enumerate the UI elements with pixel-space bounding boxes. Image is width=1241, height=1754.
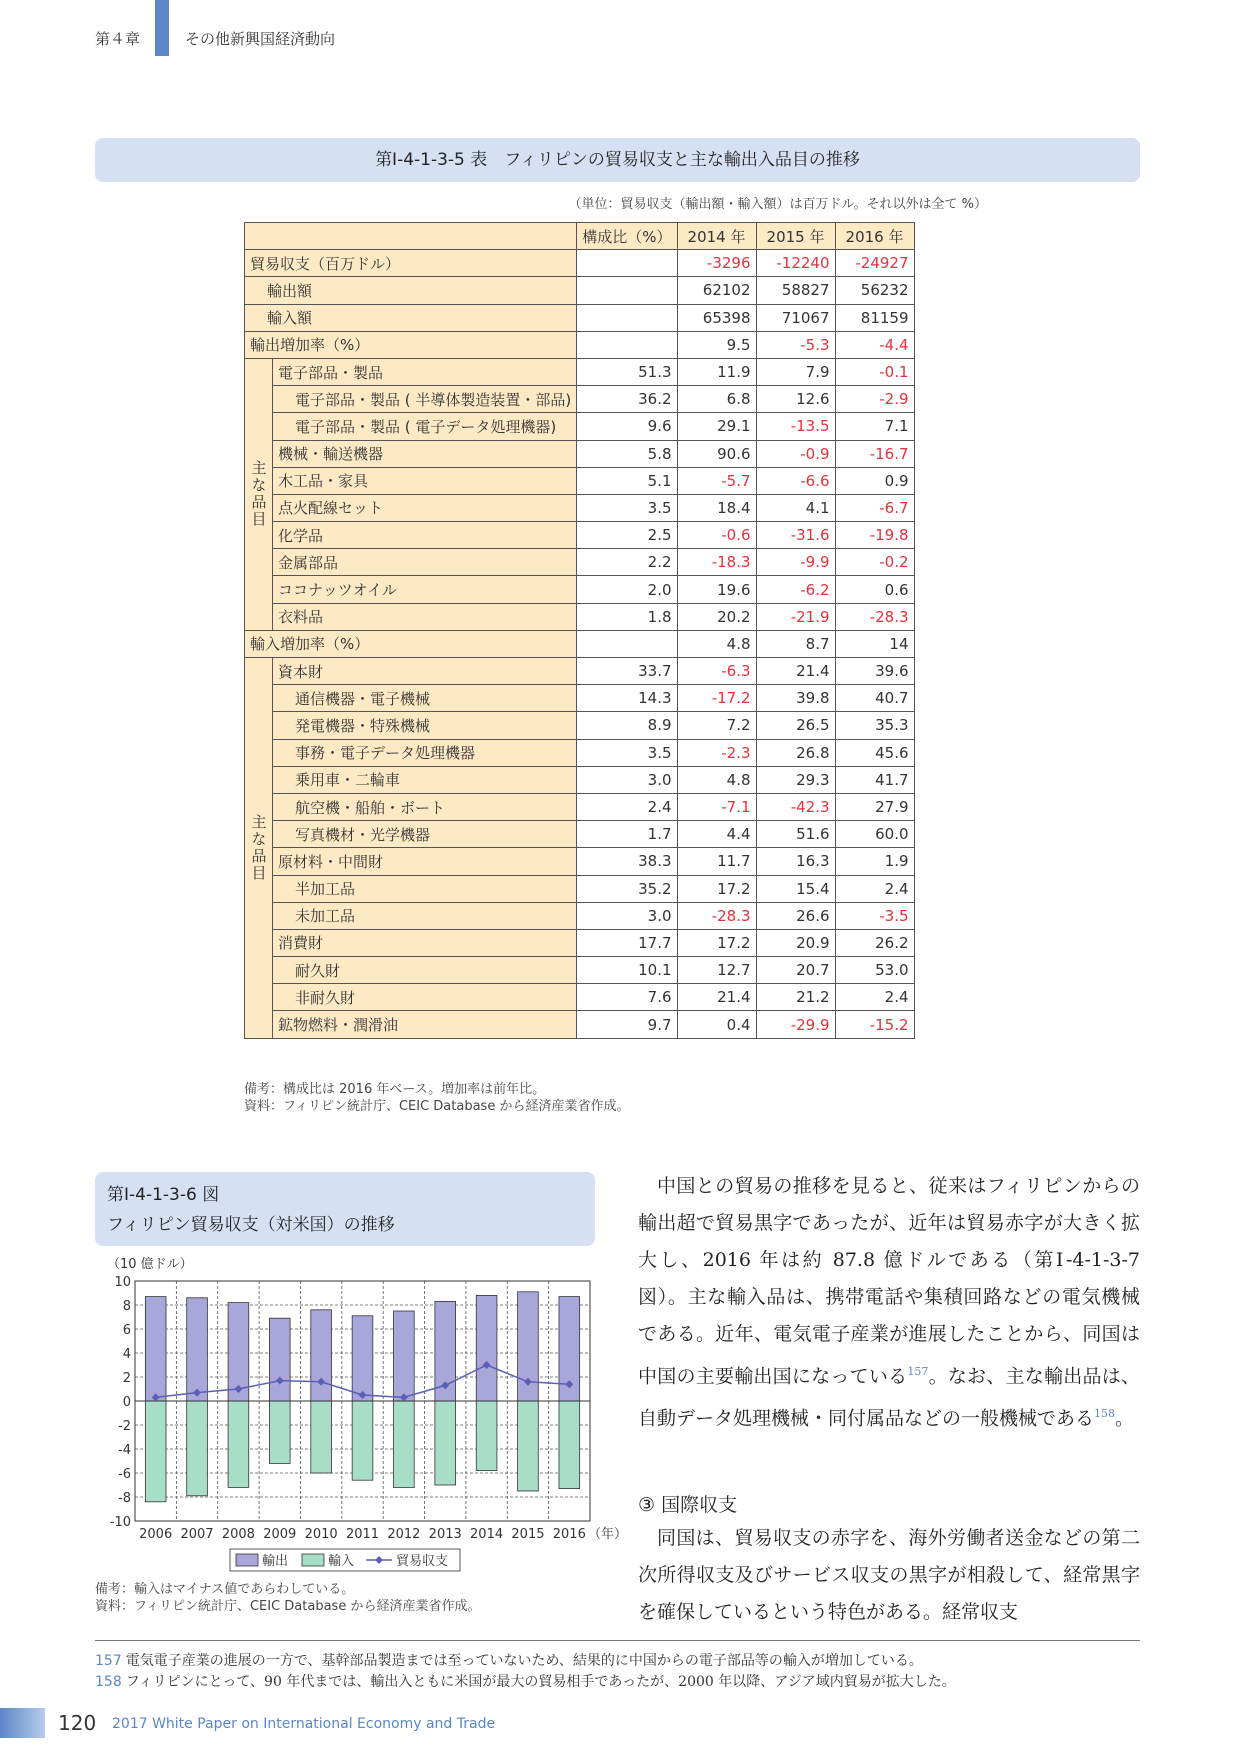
row-label: 電子部品・製品 ( 半導体製造装置・部品) [273,386,577,413]
bar-export [311,1310,332,1401]
value-2015: -6.2 [756,576,835,603]
table-row [245,929,915,956]
value-2015: 7.9 [756,358,835,385]
bar-import [476,1401,497,1471]
table-row [245,766,915,793]
ratio-cell: 5.8 [577,440,677,467]
x-tick-label: 2010 [304,1527,338,1542]
value-2015: 29.3 [756,766,835,793]
value-2015: -0.9 [756,440,835,467]
row-label: 写真機材・光学機器 [273,821,577,848]
row-label: 乗用車・二輪車 [273,766,577,793]
legend-label-export: 輸出 [262,1554,289,1569]
table-row [245,440,915,467]
ratio-cell: 3.0 [577,902,677,929]
value-2015: 58827 [756,277,835,304]
table-row [245,658,915,685]
value-2016: 0.6 [835,576,914,603]
y-tick-label: 4 [122,1347,131,1362]
y-tick-label: -2 [118,1419,131,1434]
row-label: 非耐久財 [273,984,577,1011]
value-2014: -18.3 [677,549,756,576]
ratio-cell: 2.0 [577,576,677,603]
figure-source: 資料：フィリピン統計庁、CEIC Database から経済産業省作成。 [95,1599,481,1614]
ratio-cell [577,331,677,358]
ratio-cell [577,630,677,657]
group-label: 主な品目 [245,658,273,1039]
figure-title: フィリピン貿易収支（対米国）の推移 [107,1215,395,1235]
value-2014: 17.2 [677,875,756,902]
value-2015: 71067 [756,304,835,331]
ratio-cell: 14.3 [577,685,677,712]
x-tick-label: 2008 [221,1527,255,1542]
footer-accent-bar [0,1708,45,1738]
bar-import [394,1401,415,1487]
table-note: 備考：構成比は 2016 年ベース。増加率は前年比。 [244,1082,546,1097]
row-label: 衣料品 [273,603,577,630]
ratio-cell: 51.3 [577,358,677,385]
value-2014: 19.6 [677,576,756,603]
x-tick-label: 2014 [470,1527,504,1542]
bar-export [269,1318,290,1401]
value-2015: 21.2 [756,984,835,1011]
chapter-title: その他新興国経済動向 [185,30,336,48]
value-2016: -24927 [835,250,914,277]
value-2014: -2.3 [677,739,756,766]
y-tick-label: -4 [118,1443,131,1458]
table-row [245,304,915,331]
ratio-cell: 3.5 [577,494,677,521]
footnote-ref-157[interactable]: 157 [907,1365,929,1378]
row-label: 輸入増加率（%） [245,630,577,657]
value-2014: -0.6 [677,522,756,549]
value-2016: 26.2 [835,929,914,956]
value-2014: -28.3 [677,902,756,929]
ratio-cell: 7.6 [577,984,677,1011]
row-label: 木工品・家具 [273,467,577,494]
bar-import [518,1401,539,1491]
x-tick-label: 2011 [345,1527,380,1542]
value-2016: 41.7 [835,766,914,793]
row-label: 点火配線セット [273,494,577,521]
value-2015: -31.6 [756,522,835,549]
ratio-cell: 1.7 [577,821,677,848]
legend-swatch-import [302,1554,324,1566]
table-row [245,685,915,712]
table-row [245,875,915,902]
table-row [245,848,915,875]
x-tick-label: 2009 [263,1527,297,1542]
value-2016: -2.9 [835,386,914,413]
bar-import [187,1401,208,1496]
figure-number: 第Ⅰ-4-1-3-6 図 [107,1185,220,1205]
value-2014: 6.8 [677,386,756,413]
ratio-cell [577,250,677,277]
y-tick-label: 2 [122,1371,131,1386]
y-tick-label: 6 [122,1323,131,1338]
value-2015: 39.8 [756,685,835,712]
row-label: 化学品 [273,522,577,549]
y-tick-label: 0 [122,1395,131,1410]
row-label: 貿易収支（百万ドル） [245,250,577,277]
value-2016: 1.9 [835,848,914,875]
table-row [245,331,915,358]
row-label: 航空機・船舶・ボート [273,793,577,820]
row-label: 消費財 [273,929,577,956]
value-2015: 20.7 [756,957,835,984]
value-2014: 4.8 [677,630,756,657]
value-2016: 39.6 [835,658,914,685]
value-2014: 4.4 [677,821,756,848]
row-label: 電子部品・製品 ( 電子データ処理機器) [273,413,577,440]
value-2014: 4.8 [677,766,756,793]
y-tick-label: 10 [114,1275,131,1290]
bar-import [145,1401,166,1502]
value-2015: 16.3 [756,848,835,875]
value-2016: 53.0 [835,957,914,984]
table-row [245,576,915,603]
bar-export [394,1311,415,1401]
value-2015: 4.1 [756,494,835,521]
footnote-ref-158[interactable]: 158 [1094,1407,1116,1421]
table-row [245,902,915,929]
value-2015: 26.6 [756,902,835,929]
value-2014: -3296 [677,250,756,277]
ratio-cell: 9.7 [577,1011,677,1038]
x-tick-label: 2013 [428,1527,462,1542]
table-title: 第Ⅰ-4-1-3-5 表 フィリピンの貿易収支と主な輸出入品目の推移 [375,150,860,170]
ratio-cell: 10.1 [577,957,677,984]
ratio-cell: 2.2 [577,549,677,576]
footnote-158: 158 フィリピンにとって、90 年代までは、輸出入ともに米国が最大の貿易相手であったが、2000 年以降、アジア域内貿易が拡大した。 [95,1674,956,1690]
page-number: 120 [58,1711,97,1735]
trade-table [244,222,915,1039]
ratio-cell: 2.5 [577,522,677,549]
value-2015: -29.9 [756,1011,835,1038]
body-paragraph-1: 中国との貿易の推移を見ると、従来はフィリピンからの輸出超で貿易黒字であったが、近年は貿易赤字が大きく拡大し、2016 年は約 87.8 億ドルである（第Ⅰ-4-1-3-7 図）。主な輸入品は、携帯電話や集積回路などの電気機械である。近年、電気電子産業が進展したことから、同国は中国の主要輸出国になっている$^{157}$。なお、主な輸出品は、自動データ処理機械・同付属品などの一般機械である$^{158}$。 [638,1175,1140,1430]
row-label: 機械・輸送機器 [273,440,577,467]
figure-note: 備考：輸入はマイナス値であらわしている。 [95,1582,355,1597]
table-row [245,358,915,385]
table-row [245,386,915,413]
row-label: 未加工品 [273,902,577,929]
value-2016: 81159 [835,304,914,331]
value-2015: 20.9 [756,929,835,956]
value-2015: -21.9 [756,603,835,630]
row-label: 輸出増加率（%） [245,331,577,358]
value-2016: -6.7 [835,494,914,521]
ratio-cell: 33.7 [577,658,677,685]
row-label: 事務・電子データ処理機器 [273,739,577,766]
section-heading: ③ 国際収支 [638,1494,738,1516]
row-label: 輸入額 [245,304,577,331]
value-2015: -6.6 [756,467,835,494]
value-2014: 12.7 [677,957,756,984]
ratio-cell: 17.7 [577,929,677,956]
column-header: 2015 年 [756,223,835,250]
bar-import [435,1401,456,1485]
value-2016: 56232 [835,277,914,304]
table-header-row [245,223,915,250]
row-label: 電子部品・製品 [273,358,577,385]
value-2016: 2.4 [835,875,914,902]
table-row [245,984,915,1011]
table-row [245,1011,915,1038]
x-axis-unit: （年） [588,1527,628,1542]
value-2014: 21.4 [677,984,756,1011]
value-2015: 8.7 [756,630,835,657]
value-2014: 18.4 [677,494,756,521]
row-label: 耐久財 [273,957,577,984]
value-2016: -0.1 [835,358,914,385]
value-2014: 29.1 [677,413,756,440]
value-2016: 40.7 [835,685,914,712]
row-label: 半加工品 [273,875,577,902]
legend-label-import: 輸入 [328,1554,355,1569]
footnote-divider [95,1640,1140,1641]
value-2014: -17.2 [677,685,756,712]
bar-export [476,1295,497,1401]
bar-export [352,1316,373,1401]
bar-import [559,1401,580,1489]
ratio-cell: 9.6 [577,413,677,440]
body-paragraph-2: 同国は、貿易収支の赤字を、海外労働者送金などの第二次所得収支及びサービス収支の黒字が相殺して、経常黒字を確保しているという特色がある。経常収支 [638,1527,1140,1623]
trade-balance-chart [95,1248,628,1576]
value-2014: 11.7 [677,848,756,875]
bar-import [269,1401,290,1463]
value-2014: 9.5 [677,331,756,358]
value-2015: 51.6 [756,821,835,848]
row-label: 鉱物燃料・潤滑油 [273,1011,577,1038]
legend-label-balance: 貿易収支 [396,1554,449,1569]
ratio-cell: 38.3 [577,848,677,875]
value-2016: 27.9 [835,793,914,820]
value-2016: -15.2 [835,1011,914,1038]
bar-export [145,1297,166,1401]
table-row [245,494,915,521]
column-header: 2014 年 [677,223,756,250]
y-axis-label: （10 億ドル） [107,1257,193,1272]
table-row [245,522,915,549]
value-2016: -3.5 [835,902,914,929]
x-tick-label: 2016 [552,1527,586,1542]
value-2015: 26.5 [756,712,835,739]
row-label: 輸出額 [245,277,577,304]
header-accent-bar [155,0,169,56]
value-2016: -16.7 [835,440,914,467]
ratio-cell: 1.8 [577,603,677,630]
value-2015: 26.8 [756,739,835,766]
bar-import [228,1401,249,1487]
legend-swatch-export [236,1554,258,1566]
table-row [245,413,915,440]
row-label: 資本財 [273,658,577,685]
value-2014: 0.4 [677,1011,756,1038]
table-unit-note: （単位：貿易収支（輸出額・輸入額）は百万ドル。それ以外は全て %） [568,197,987,212]
x-tick-label: 2012 [387,1527,421,1542]
value-2014: 17.2 [677,929,756,956]
value-2016: -0.2 [835,549,914,576]
value-2014: 7.2 [677,712,756,739]
footnote-157: 157 電気電子産業の進展の一方で、基幹部品製造までは至っていないため、結果的に中国からの電子部品等の輸入が増加している。 [95,1653,923,1669]
value-2014: 90.6 [677,440,756,467]
value-2016: 45.6 [835,739,914,766]
x-tick-label: 2006 [139,1527,173,1542]
y-tick-label: -6 [118,1467,131,1482]
value-2016: 2.4 [835,984,914,1011]
column-header: 2016 年 [835,223,914,250]
ratio-cell: 2.4 [577,793,677,820]
ratio-cell: 36.2 [577,386,677,413]
bar-export [187,1298,208,1401]
value-2016: -4.4 [835,331,914,358]
group-label: 主な品目 [245,358,273,630]
value-2014: 65398 [677,304,756,331]
value-2015: -5.3 [756,331,835,358]
row-label: 金属部品 [273,549,577,576]
row-label: 原材料・中間財 [273,848,577,875]
table-row [245,712,915,739]
ratio-cell: 3.0 [577,766,677,793]
row-label: 発電機器・特殊機械 [273,712,577,739]
table-row [245,630,915,657]
value-2014: -6.3 [677,658,756,685]
row-label: 通信機器・電子機械 [273,685,577,712]
value-2014: 11.9 [677,358,756,385]
chapter-label: 第４章 [95,30,141,48]
publication-title: 2017 White Paper on International Economy and Trade [112,1716,496,1732]
value-2016: -19.8 [835,522,914,549]
table-row [245,467,915,494]
ratio-cell: 3.5 [577,739,677,766]
value-2015: -42.3 [756,793,835,820]
value-2016: 7.1 [835,413,914,440]
table-row [245,793,915,820]
ratio-cell [577,277,677,304]
value-2014: 62102 [677,277,756,304]
y-tick-label: -10 [109,1515,131,1530]
header-corner [245,223,577,250]
table-source: 資料：フィリピン統計庁、CEIC Database から経済産業省作成。 [244,1099,630,1114]
table-row [245,250,915,277]
table-row [245,821,915,848]
table-row [245,957,915,984]
bar-import [352,1401,373,1480]
ratio-cell: 8.9 [577,712,677,739]
table-row [245,739,915,766]
value-2014: 20.2 [677,603,756,630]
value-2015: -9.9 [756,549,835,576]
x-tick-label: 2007 [180,1527,214,1542]
value-2016: -28.3 [835,603,914,630]
value-2014: -5.7 [677,467,756,494]
table-row [245,549,915,576]
y-tick-label: -8 [118,1491,131,1506]
value-2015: 21.4 [756,658,835,685]
x-tick-label: 2015 [511,1527,545,1542]
value-2015: -13.5 [756,413,835,440]
value-2016: 35.3 [835,712,914,739]
row-label: ココナッツオイル [273,576,577,603]
ratio-cell: 35.2 [577,875,677,902]
y-tick-label: 8 [122,1299,131,1314]
value-2015: 12.6 [756,386,835,413]
ratio-cell [577,304,677,331]
table-row [245,603,915,630]
bar-import [311,1401,332,1473]
value-2016: 14 [835,630,914,657]
value-2015: -12240 [756,250,835,277]
value-2015: 15.4 [756,875,835,902]
value-2016: 60.0 [835,821,914,848]
value-2014: -7.1 [677,793,756,820]
value-2016: 0.9 [835,467,914,494]
ratio-cell: 5.1 [577,467,677,494]
table-row [245,277,915,304]
column-header: 構成比（%） [577,223,677,250]
